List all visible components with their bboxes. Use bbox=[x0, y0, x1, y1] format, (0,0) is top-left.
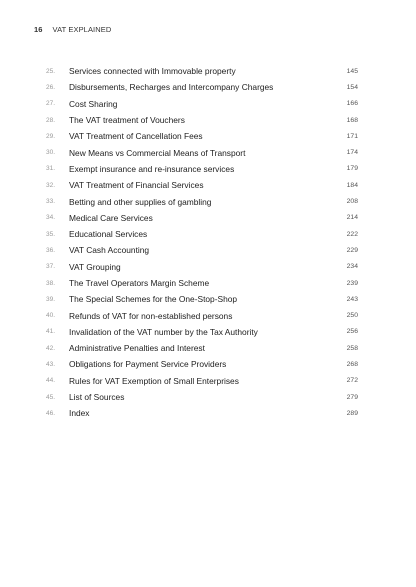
toc-entry-page: 145 bbox=[346, 67, 358, 75]
toc-entry bbox=[46, 112, 358, 128]
toc-entry-number: 44. bbox=[46, 377, 56, 385]
toc-entry-page: 179 bbox=[346, 165, 358, 173]
toc-entry-page: 289 bbox=[346, 409, 358, 417]
page-number: 16 bbox=[34, 25, 43, 34]
toc-entry-page: 243 bbox=[346, 295, 358, 303]
toc-entry bbox=[46, 193, 358, 209]
toc-entry bbox=[46, 389, 358, 405]
toc-entry-number: 34. bbox=[46, 214, 56, 222]
toc-entry bbox=[46, 63, 358, 79]
toc-entry-title: VAT Cash Accounting bbox=[69, 245, 150, 256]
toc-entry-number: 27. bbox=[46, 100, 56, 108]
toc-entry bbox=[46, 405, 358, 421]
toc-entry-number: 33. bbox=[46, 198, 56, 206]
toc-entry bbox=[46, 144, 358, 160]
toc-entry bbox=[46, 373, 358, 389]
toc-entry bbox=[46, 340, 358, 356]
toc-entry-page: 229 bbox=[346, 246, 358, 254]
toc-entry-title: Obligations for Payment Service Providers bbox=[69, 359, 227, 370]
toc-entry-number: 32. bbox=[46, 181, 56, 189]
toc-entry-title: The Special Schemes for the One-Stop-Shop bbox=[69, 294, 238, 305]
toc-entry-title: Betting and other supplies of gambling bbox=[69, 196, 212, 207]
toc-entry-page: 239 bbox=[346, 279, 358, 287]
toc-entry-number: 45. bbox=[46, 393, 56, 401]
running-title: VAT EXPLAINED bbox=[52, 25, 112, 34]
toc-entry-title: Cost Sharing bbox=[69, 98, 118, 109]
toc-entry-title: VAT Grouping bbox=[69, 261, 121, 272]
toc-entry-number: 37. bbox=[46, 263, 56, 271]
toc-entry-page: 272 bbox=[346, 377, 358, 385]
toc-entry-title: Services connected with Immovable property bbox=[69, 66, 236, 77]
toc-entry bbox=[46, 291, 358, 307]
toc-entry bbox=[46, 226, 358, 242]
toc-entry bbox=[46, 210, 358, 226]
toc-entry-number: 30. bbox=[46, 149, 56, 157]
toc-entry-title: Administrative Penalties and Interest bbox=[69, 343, 205, 354]
toc-entry-page: 208 bbox=[346, 198, 358, 206]
toc-entry-number: 39. bbox=[46, 295, 56, 303]
toc-entry bbox=[46, 356, 358, 372]
toc-entry-page: 256 bbox=[346, 328, 358, 336]
toc-entry-title: List of Sources bbox=[69, 392, 125, 403]
toc-entry-number: 36. bbox=[46, 246, 56, 254]
toc-entry-title: Educational Services bbox=[69, 229, 148, 240]
toc-entry bbox=[46, 177, 358, 193]
toc-entry-page: 184 bbox=[346, 181, 358, 189]
toc-entry-page: 258 bbox=[346, 344, 358, 352]
toc-entry-number: 29. bbox=[46, 132, 56, 140]
toc-entry-page: 168 bbox=[346, 116, 358, 124]
toc-entry-page: 171 bbox=[346, 132, 358, 140]
toc-entry-title: Exempt insurance and re-insurance services bbox=[69, 163, 235, 174]
toc-entry-title: Rules for VAT Exemption of Small Enterprises bbox=[69, 375, 239, 386]
toc-entry bbox=[46, 96, 358, 112]
toc-entry-number: 46. bbox=[46, 409, 56, 417]
toc-entry-title: VAT Treatment of Financial Services bbox=[69, 180, 204, 191]
toc-entry-page: 268 bbox=[346, 360, 358, 368]
toc-entry-title: Refunds of VAT for non-established persons bbox=[69, 310, 233, 321]
toc-entry bbox=[46, 307, 358, 323]
toc-entry-title: New Means vs Commercial Means of Transport bbox=[69, 147, 246, 158]
toc-entry-number: 40. bbox=[46, 312, 56, 320]
toc-entry-page: 174 bbox=[346, 149, 358, 157]
toc-entry-page: 279 bbox=[346, 393, 358, 401]
toc-entry-page: 154 bbox=[346, 83, 358, 91]
toc-entry-number: 28. bbox=[46, 116, 56, 124]
toc-entry-page: 250 bbox=[346, 312, 358, 320]
toc-entry-page: 166 bbox=[346, 100, 358, 108]
toc-entry-number: 35. bbox=[46, 230, 56, 238]
table-of-contents bbox=[46, 63, 358, 422]
toc-entry-title: Disbursements, Recharges and Intercompany Charges bbox=[69, 82, 274, 93]
toc-entry-page: 214 bbox=[346, 214, 358, 222]
toc-entry-number: 41. bbox=[46, 328, 56, 336]
toc-entry-title: The Travel Operators Margin Scheme bbox=[69, 278, 210, 288]
toc-entry bbox=[46, 324, 358, 340]
toc-entry bbox=[46, 161, 358, 177]
toc-entry bbox=[46, 242, 358, 258]
toc-entry-title: Invalidation of the VAT number by the Tax Authority bbox=[69, 326, 258, 337]
toc-entry-number: 26. bbox=[46, 83, 56, 91]
toc-entry-page: 234 bbox=[346, 263, 358, 271]
toc-entry-number: 42. bbox=[46, 344, 56, 352]
toc-entry bbox=[46, 128, 358, 144]
toc-entry bbox=[46, 79, 358, 95]
toc-entry-number: 43. bbox=[46, 360, 56, 368]
toc-entry-number: 25. bbox=[46, 67, 56, 75]
toc-entry-title: Medical Care Services bbox=[69, 212, 153, 223]
toc-entry bbox=[46, 275, 358, 291]
toc-entry-title: The VAT treatment of Vouchers bbox=[69, 115, 185, 126]
toc-entry bbox=[46, 259, 358, 275]
toc-entry-title: Index bbox=[69, 408, 90, 419]
toc-entry-title: VAT Treatment of Cancellation Fees bbox=[69, 131, 203, 142]
toc-entry-number: 31. bbox=[46, 165, 56, 173]
toc-entry-number: 38. bbox=[46, 279, 56, 287]
toc-entry-page: 222 bbox=[346, 230, 358, 238]
running-header bbox=[34, 25, 111, 34]
